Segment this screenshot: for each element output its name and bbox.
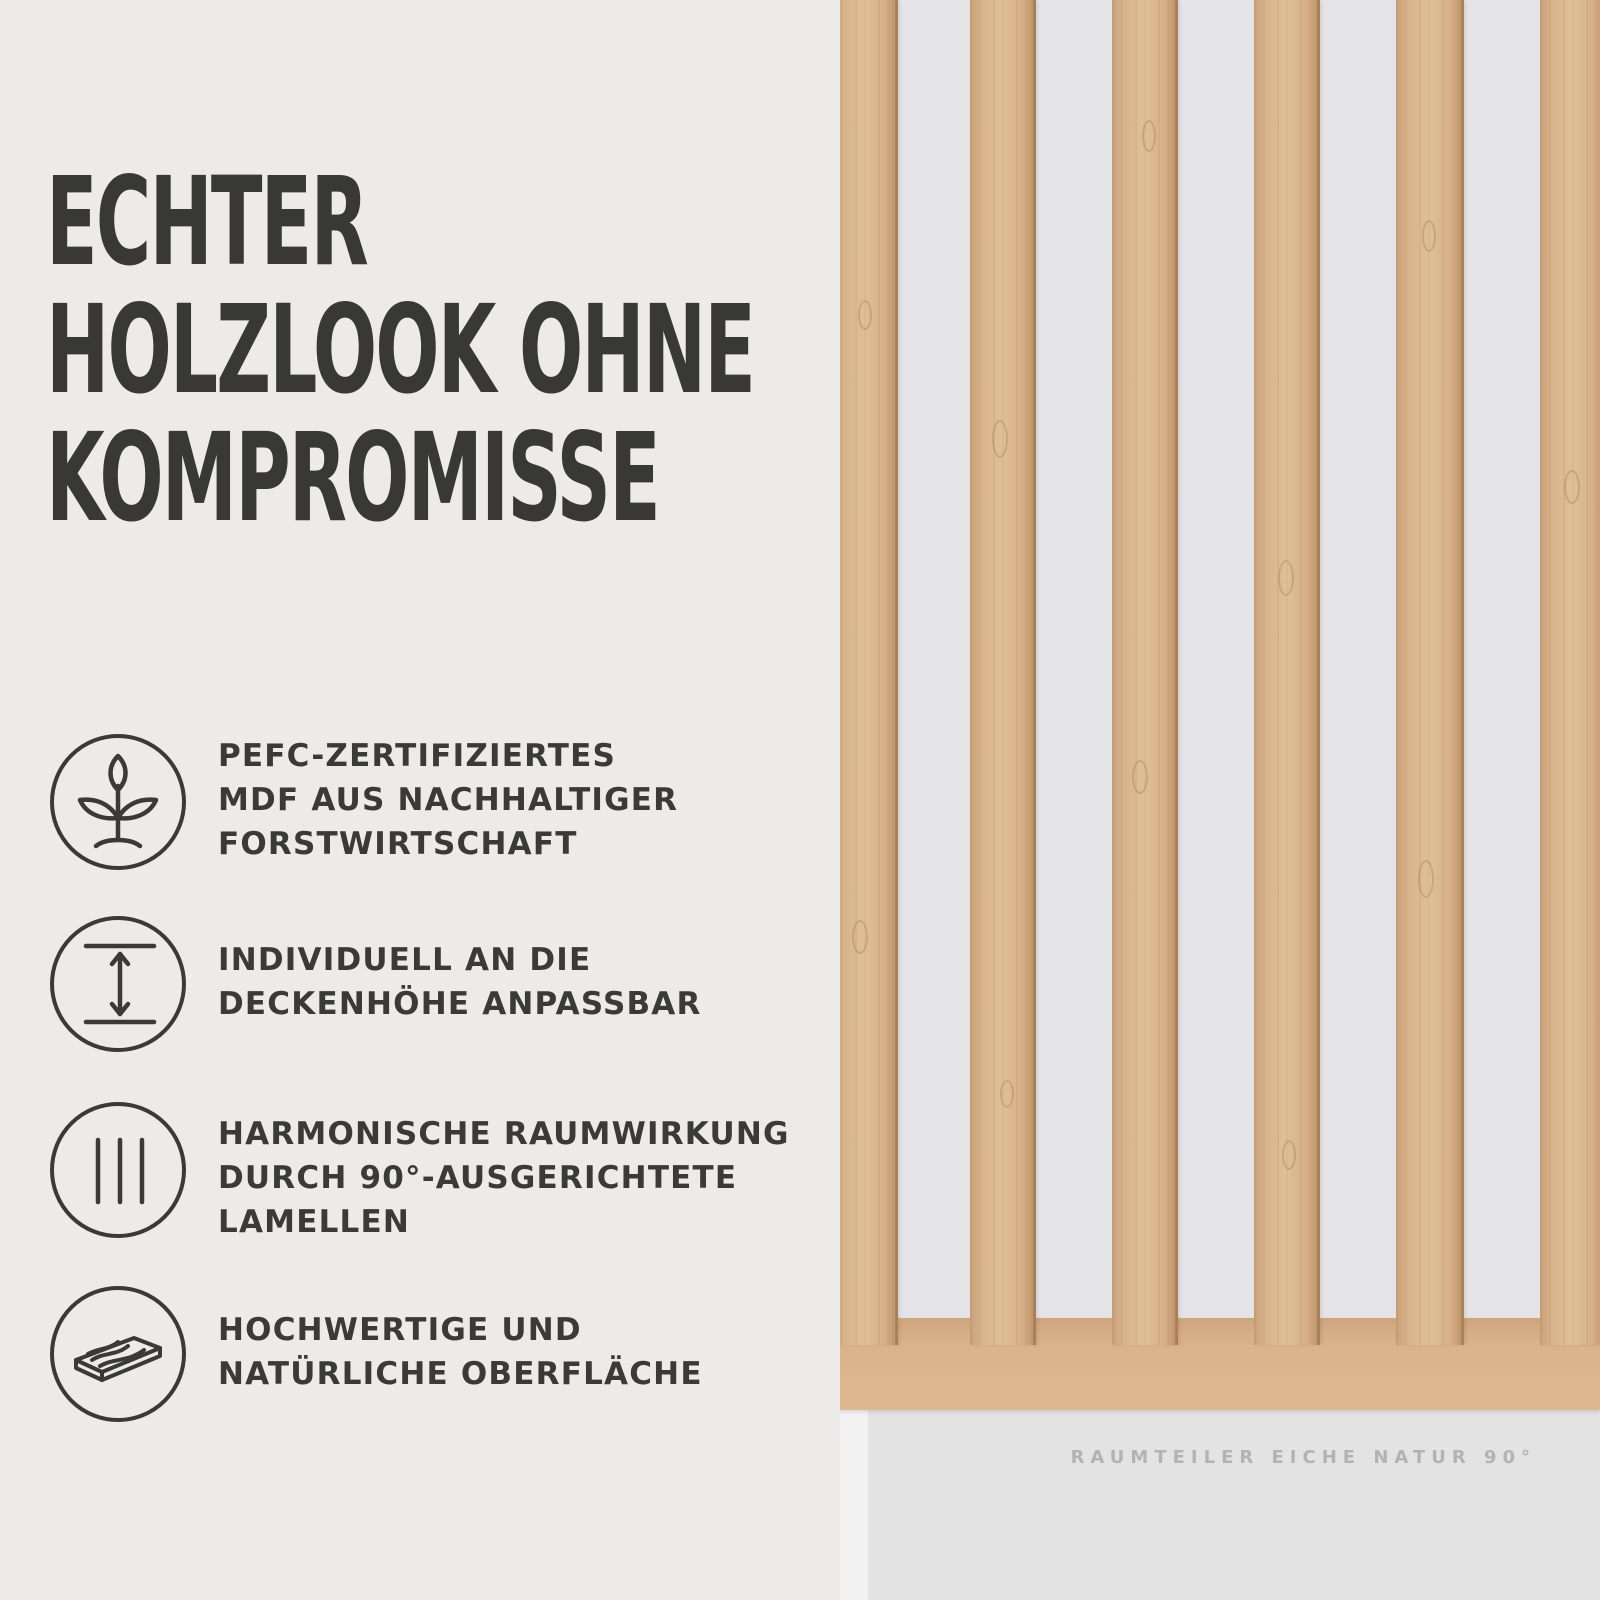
title-line-1: ECHTER bbox=[46, 151, 367, 293]
wood-slat bbox=[970, 0, 1036, 1345]
feature-item-lamellen bbox=[50, 1102, 830, 1244]
product-caption: RAUMTEILER EICHE NATUR 90° bbox=[1070, 1447, 1536, 1468]
gap-shadow bbox=[898, 0, 970, 1320]
vertical-lines-icon bbox=[50, 1102, 186, 1238]
title-line-2: HOLZLOOK OHNE bbox=[46, 279, 755, 421]
wood-slat bbox=[1254, 0, 1320, 1345]
wood-slat bbox=[1112, 0, 1178, 1345]
plant-sprout-icon bbox=[50, 734, 186, 870]
gap-shadow bbox=[1320, 0, 1396, 1320]
feature-item-pefc bbox=[50, 734, 830, 876]
feature-text-lamellen bbox=[218, 1112, 790, 1244]
feature-line: HOCHWERTIGE UND bbox=[218, 1312, 582, 1348]
feature-text-surface bbox=[218, 1308, 703, 1396]
feature-line: FORSTWIRTSCHAFT bbox=[218, 826, 578, 862]
feature-line: HARMONISCHE RAUMWIRKUNG bbox=[218, 1116, 790, 1152]
wood-slat bbox=[1540, 0, 1600, 1345]
feature-text-height bbox=[218, 938, 702, 1026]
feature-line: DURCH 90°-AUSGERICHTETE bbox=[218, 1160, 738, 1196]
feature-line: INDIVIDUELL AN DIE bbox=[218, 942, 592, 978]
feature-item-height bbox=[50, 916, 830, 1058]
product-photo bbox=[840, 0, 1600, 1600]
base-plinth bbox=[840, 1318, 1600, 1410]
feature-line: MDF AUS NACHHALTIGER bbox=[218, 782, 679, 818]
wood-plank-icon bbox=[50, 1286, 186, 1422]
feature-line: NATÜRLICHE OBERFLÄCHE bbox=[218, 1356, 703, 1392]
feature-item-surface bbox=[50, 1286, 830, 1428]
feature-line: DECKENHÖHE ANPASSBAR bbox=[218, 986, 702, 1022]
wood-slat bbox=[840, 0, 898, 1345]
page-title bbox=[46, 151, 755, 549]
feature-line: LAMELLEN bbox=[218, 1204, 410, 1240]
gap-shadow bbox=[1464, 0, 1540, 1320]
gap-shadow bbox=[1178, 0, 1254, 1320]
height-adjust-icon bbox=[50, 916, 186, 1052]
feature-text-pefc bbox=[218, 734, 678, 866]
floor-background bbox=[868, 1410, 1600, 1600]
feature-line: PEFC-ZERTIFIZIERTES bbox=[218, 738, 617, 774]
gap-shadow bbox=[1036, 0, 1112, 1320]
title-line-3: KOMPROMISSE bbox=[46, 407, 659, 549]
wood-slat bbox=[1396, 0, 1464, 1345]
